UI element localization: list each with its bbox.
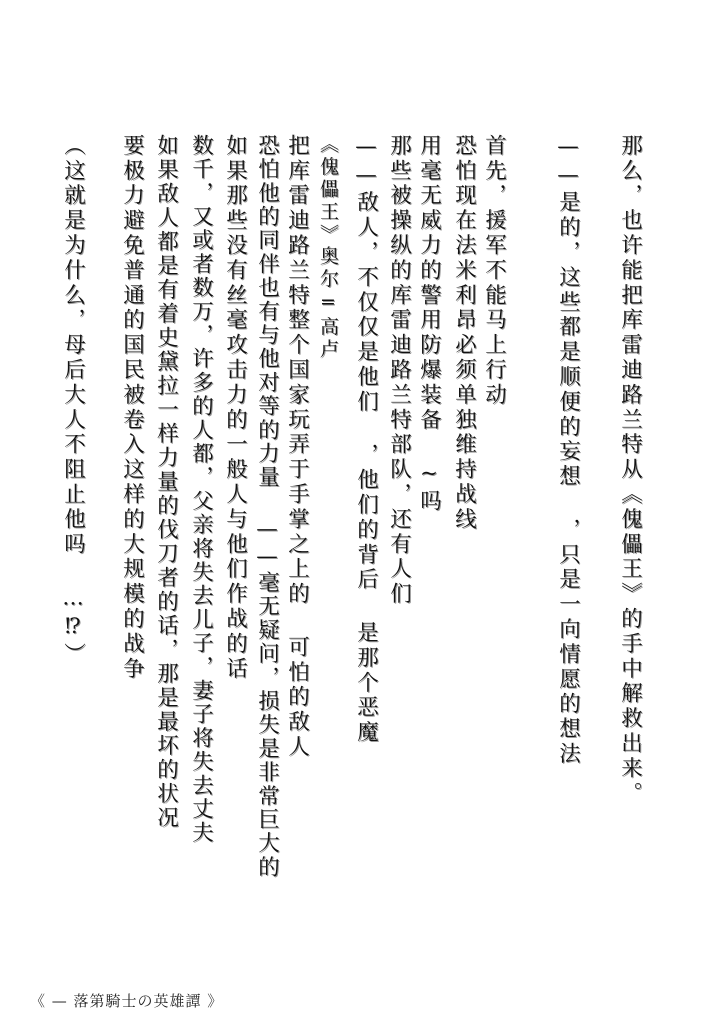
book-title-footer: 《 — 落第騎士の英雄譚 》 xyxy=(30,992,224,1010)
text-line: 首先，援军不能马上行动 xyxy=(481,134,507,408)
text-line: 恐怕他的同伴也有与他对等的力量 ——毫无疑问，损失是非常巨大的 xyxy=(254,134,280,880)
text-line: 那些被操纵的库雷迪路兰特部队，还有人们 xyxy=(386,134,412,608)
text-line: 用毫无威力的警用防爆装备 ~吗 xyxy=(416,134,442,515)
text-line: 那么，也许能把库雷迪路兰特从《傀儡王》的手中解救出来。 xyxy=(617,134,643,807)
text-line: ——是的，这些都是顺便的妄想 ，只是一向情愿的想法 xyxy=(555,134,581,767)
text-line: （这就是为什么，母后大人不阻止他吗 …⁉） xyxy=(60,134,86,668)
text-line: 《傀儡王》奥尔=高卢 xyxy=(317,134,339,361)
text-line: 如果那些没有丝毫攻击力的一般人与他们作战的话 xyxy=(222,134,248,682)
text-line: 恐怕现在法米利昂必须单独维持战线 xyxy=(451,134,477,533)
text-line: ——敌人，不仅仅是他们 ，他们的背后 是那个恶魔 xyxy=(353,134,379,746)
text-line: 要极力避免普通的国民被卷入这样的大规模的战争 xyxy=(119,134,145,682)
text-line: 数千，又或者数万，许多的人都，父亲将失去儿子，妻子将失去丈夫 xyxy=(188,134,214,845)
text-line: 如果敌人都是有着史黛拉一样力量的伐刀者的话，那是最坏的状况 xyxy=(153,134,179,830)
text-line: 把库雷迪路兰特整个国家玩弄于手掌之上的 可怕的敌人 xyxy=(284,134,310,760)
